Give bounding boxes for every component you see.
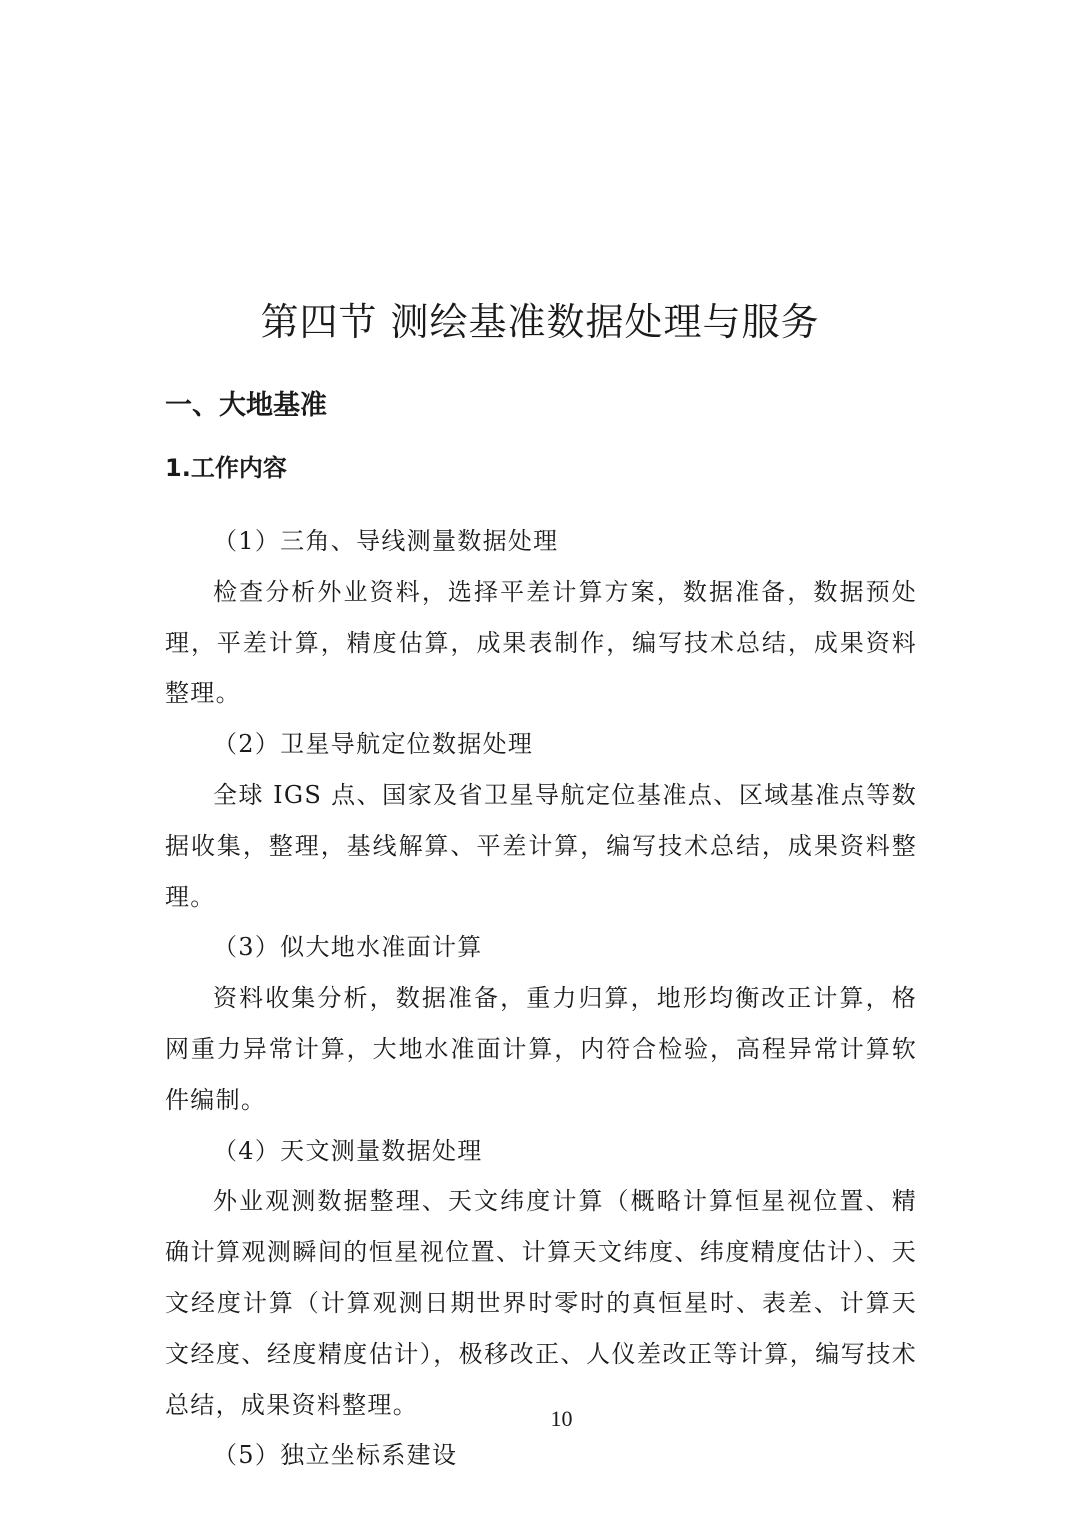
item-heading-4: （4）天文测量数据处理 [213,1136,483,1165]
item-paragraph-4: 外业观测数据整理、天文纬度计算（概略计算恒星视位置、精确计算观测瞬间的恒星视位置、计算天文纬度、纬度精度估计）、天文经度计算（计算观测日期世界时零时的真恒星时、表差、计算天文经度、经度精度估计），极移改正、人仪差改正等计算，编写技术总结，成果资料整理。 [165,1187,917,1419]
item-heading-1: （1）三角、导线测量数据处理 [213,527,559,555]
subsection-heading: 1.工作内容 [165,454,287,482]
page-title: 第四节 测绘基准数据处理与服务 [260,300,820,344]
item-paragraph-1: 检查分析外业资料，选择平差计算方案，数据准备，数据预处理，平差计算，精度估算，成果表制作，编写技术总结，成果资料整理。 [165,577,917,708]
page-number: 10 [550,1406,573,1431]
item-paragraph-3: 资料收集分析，数据准备，重力归算，地形均衡改正计算，格网重力异常计算，大地水准面计算，内符合检验，高程异常计算软件编制。 [165,984,917,1114]
section-heading: 一、大地基准 [165,390,327,421]
item-heading-2: （2）卫星导航定位数据处理 [213,730,534,759]
item-heading-3: （3）似大地水准面计算 [213,933,483,962]
item-paragraph-2: 全球 IGS 点、国家及省卫星导航定位基准点、区域基准点等数据收集，整理，基线解算、平差计算，编写技术总结，成果资料整理。 [165,780,917,911]
item-heading-5: （5）独立坐标系建设 [213,1441,458,1470]
body-content [165,516,917,1481]
